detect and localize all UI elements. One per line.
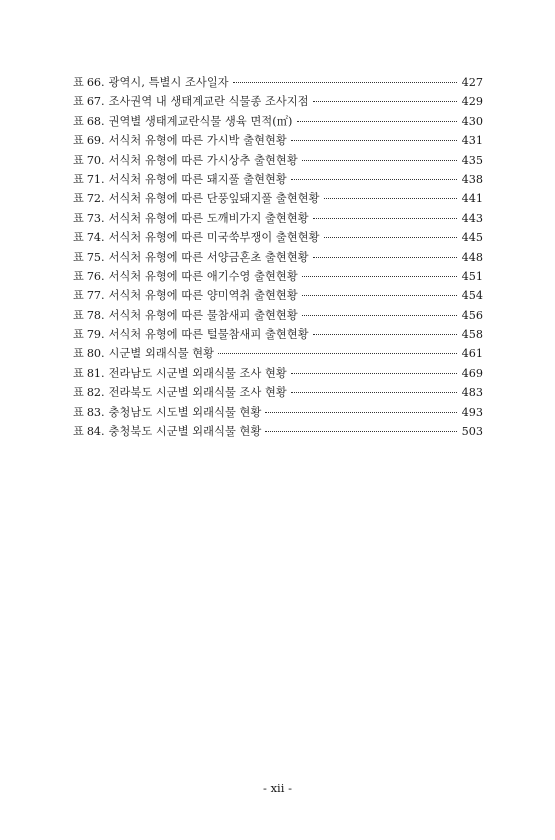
- toc-entry-title: 서식처 유형에 따른 양미역취 출현현황: [108, 289, 298, 303]
- dot-leader: [302, 315, 457, 316]
- dot-leader: [265, 412, 457, 413]
- toc-entry-prefix: 표: [73, 289, 84, 303]
- toc-entry: [73, 307, 483, 326]
- toc-entry-number: 84.: [86, 425, 105, 439]
- dot-leader: [313, 334, 457, 335]
- toc-entry: [73, 171, 483, 190]
- toc-entry-prefix: 표: [73, 76, 84, 89]
- toc-entry-prefix: 표: [73, 192, 84, 206]
- toc-entry-page: 443: [461, 211, 483, 225]
- toc-entry: [73, 190, 483, 209]
- dot-leader: [218, 353, 457, 354]
- toc-entry-number: 68.: [86, 114, 105, 128]
- toc-entry-page: 503: [461, 425, 483, 439]
- dot-leader: [313, 257, 457, 258]
- toc-entry-number: 75.: [86, 250, 105, 264]
- toc-entry-title: 서식처 유형에 따른 물참새피 출현현황: [108, 308, 298, 322]
- toc-entry-number: 73.: [86, 211, 105, 225]
- toc-entry-number: 74.: [86, 231, 105, 245]
- toc-entry: [73, 249, 483, 268]
- dot-leader: [233, 82, 457, 83]
- toc-entry-number: 79.: [86, 328, 105, 342]
- toc-entry: [73, 287, 483, 306]
- dot-leader: [291, 373, 457, 374]
- toc-entry-number: 71.: [86, 172, 105, 186]
- toc-entry-page: 429: [461, 95, 483, 109]
- toc-entry-number: 78.: [86, 308, 105, 322]
- toc-entry-number: 80.: [86, 347, 105, 361]
- toc-entry-title: 전라북도 시군별 외래식물 조사 현황: [108, 386, 287, 400]
- toc-entry-title: 서식처 유형에 따른 가시상추 출현현황: [108, 153, 298, 167]
- toc-entry: [73, 210, 483, 229]
- toc-entry-page: 456: [461, 308, 483, 322]
- toc-entry-prefix: 표: [73, 405, 84, 419]
- toc-entry-prefix: 표: [73, 231, 84, 245]
- toc-entry: [73, 93, 483, 112]
- toc-entry-title: 서식처 유형에 따른 애기수영 출현현황: [108, 269, 298, 283]
- toc-entry-prefix: 표: [73, 328, 84, 342]
- toc-entry-page: 458: [461, 328, 483, 342]
- toc-entry: [73, 74, 483, 93]
- toc-entry-title: 권역별 생태계교란식물 생육 면적(㎡): [108, 114, 293, 128]
- toc-entry-title: 충청북도 시군별 외래식물 현황: [108, 425, 262, 439]
- dot-leader: [291, 140, 457, 141]
- toc-entry-title: 서식처 유형에 따른 털물참새피 출현현황: [108, 328, 309, 342]
- dot-leader: [313, 218, 457, 219]
- dot-leader: [302, 276, 457, 277]
- toc-entry: [73, 229, 483, 248]
- page-number: - xii -: [263, 781, 292, 795]
- dot-leader: [297, 121, 458, 122]
- dot-leader: [324, 237, 457, 238]
- toc-entry: [73, 326, 483, 345]
- toc-entry-prefix: 표: [73, 425, 84, 439]
- toc-entry-prefix: 표: [73, 269, 84, 283]
- toc-entry-title: 서식처 유형에 따른 돼지풀 출현현황: [108, 172, 287, 186]
- toc-entry-page: 431: [461, 134, 483, 148]
- toc-entry: [73, 152, 483, 171]
- toc-entry-page: 469: [461, 366, 483, 380]
- toc-entry-prefix: 표: [73, 134, 84, 148]
- toc-entry: [73, 404, 483, 423]
- toc-entry-number: 69.: [86, 134, 105, 148]
- toc-entry: [73, 132, 483, 151]
- toc-entry: [73, 365, 483, 384]
- toc-entry-title: 서식처 유형에 따른 가시박 출현현황: [108, 134, 287, 148]
- dot-leader: [265, 431, 457, 432]
- toc-entry-prefix: 표: [73, 95, 84, 109]
- toc-entry-page: 451: [461, 269, 483, 283]
- dot-leader: [291, 179, 457, 180]
- toc-entry-title: 서식처 유형에 따른 도깨비가지 출현현황: [108, 211, 309, 225]
- toc-entry-page: 430: [461, 114, 483, 128]
- toc-entry-page: 448: [461, 250, 483, 264]
- toc-entry-number: 82.: [86, 386, 105, 400]
- toc-entry-page: 445: [461, 231, 483, 245]
- dot-leader: [313, 101, 457, 102]
- toc-entry-title: 전라남도 시군별 외래식물 조사 현황: [108, 366, 287, 380]
- toc-entry: [73, 113, 483, 132]
- toc-entry-number: 83.: [86, 405, 105, 419]
- toc-entry: [73, 345, 483, 364]
- dot-leader: [291, 392, 457, 393]
- toc-entry-page: 493: [461, 405, 483, 419]
- toc-entry-prefix: 표: [73, 386, 84, 400]
- toc-entry-title: 서식처 유형에 따른 단풍잎돼지풀 출현현황: [108, 192, 320, 206]
- toc-entry-prefix: 표: [73, 172, 84, 186]
- toc-entry: [73, 268, 483, 287]
- toc-entry-title: 충청남도 시도별 외래식물 현황: [108, 405, 262, 419]
- toc-entry-prefix: 표: [73, 153, 84, 167]
- toc-entry-number: 70.: [86, 153, 105, 167]
- toc-entry-title: 시군별 외래식물 현황: [108, 347, 215, 361]
- toc-entry-title: 조사권역 내 생태계교란 식물종 조사지점: [108, 95, 309, 109]
- toc-entry-prefix: 표: [73, 347, 84, 361]
- toc-entry-title: 서식처 유형에 따른 미국쑥부쟁이 출현현황: [108, 231, 320, 245]
- toc-entry-prefix: 표: [73, 114, 84, 128]
- toc-entry-prefix: 표: [73, 211, 84, 225]
- toc-entry-page: 438: [461, 172, 483, 186]
- toc-entry-number: 77.: [86, 289, 105, 303]
- toc-entry: [73, 384, 483, 403]
- table-of-contents: [73, 74, 483, 442]
- toc-entry-number: 66.: [86, 76, 105, 89]
- dot-leader: [324, 198, 457, 199]
- dot-leader: [302, 160, 457, 161]
- toc-entry-page: 435: [461, 153, 483, 167]
- toc-entry-page: 483: [461, 386, 483, 400]
- toc-entry-title: 서식처 유형에 따른 서양금혼초 출현현황: [108, 250, 309, 264]
- dot-leader: [302, 295, 457, 296]
- toc-entry-number: 67.: [86, 95, 105, 109]
- toc-entry-number: 81.: [86, 366, 105, 380]
- toc-entry-prefix: 표: [73, 308, 84, 322]
- toc-entry-page: 461: [461, 347, 483, 361]
- toc-entry-page: 427: [461, 76, 483, 89]
- toc-entry-number: 72.: [86, 192, 105, 206]
- toc-entry: [73, 423, 483, 442]
- toc-entry-title: 광역시, 특별시 조사일자: [108, 76, 229, 89]
- toc-entry-prefix: 표: [73, 366, 84, 380]
- toc-entry-prefix: 표: [73, 250, 84, 264]
- toc-entry-page: 441: [461, 192, 483, 206]
- toc-entry-number: 76.: [86, 269, 105, 283]
- toc-entry-page: 454: [461, 289, 483, 303]
